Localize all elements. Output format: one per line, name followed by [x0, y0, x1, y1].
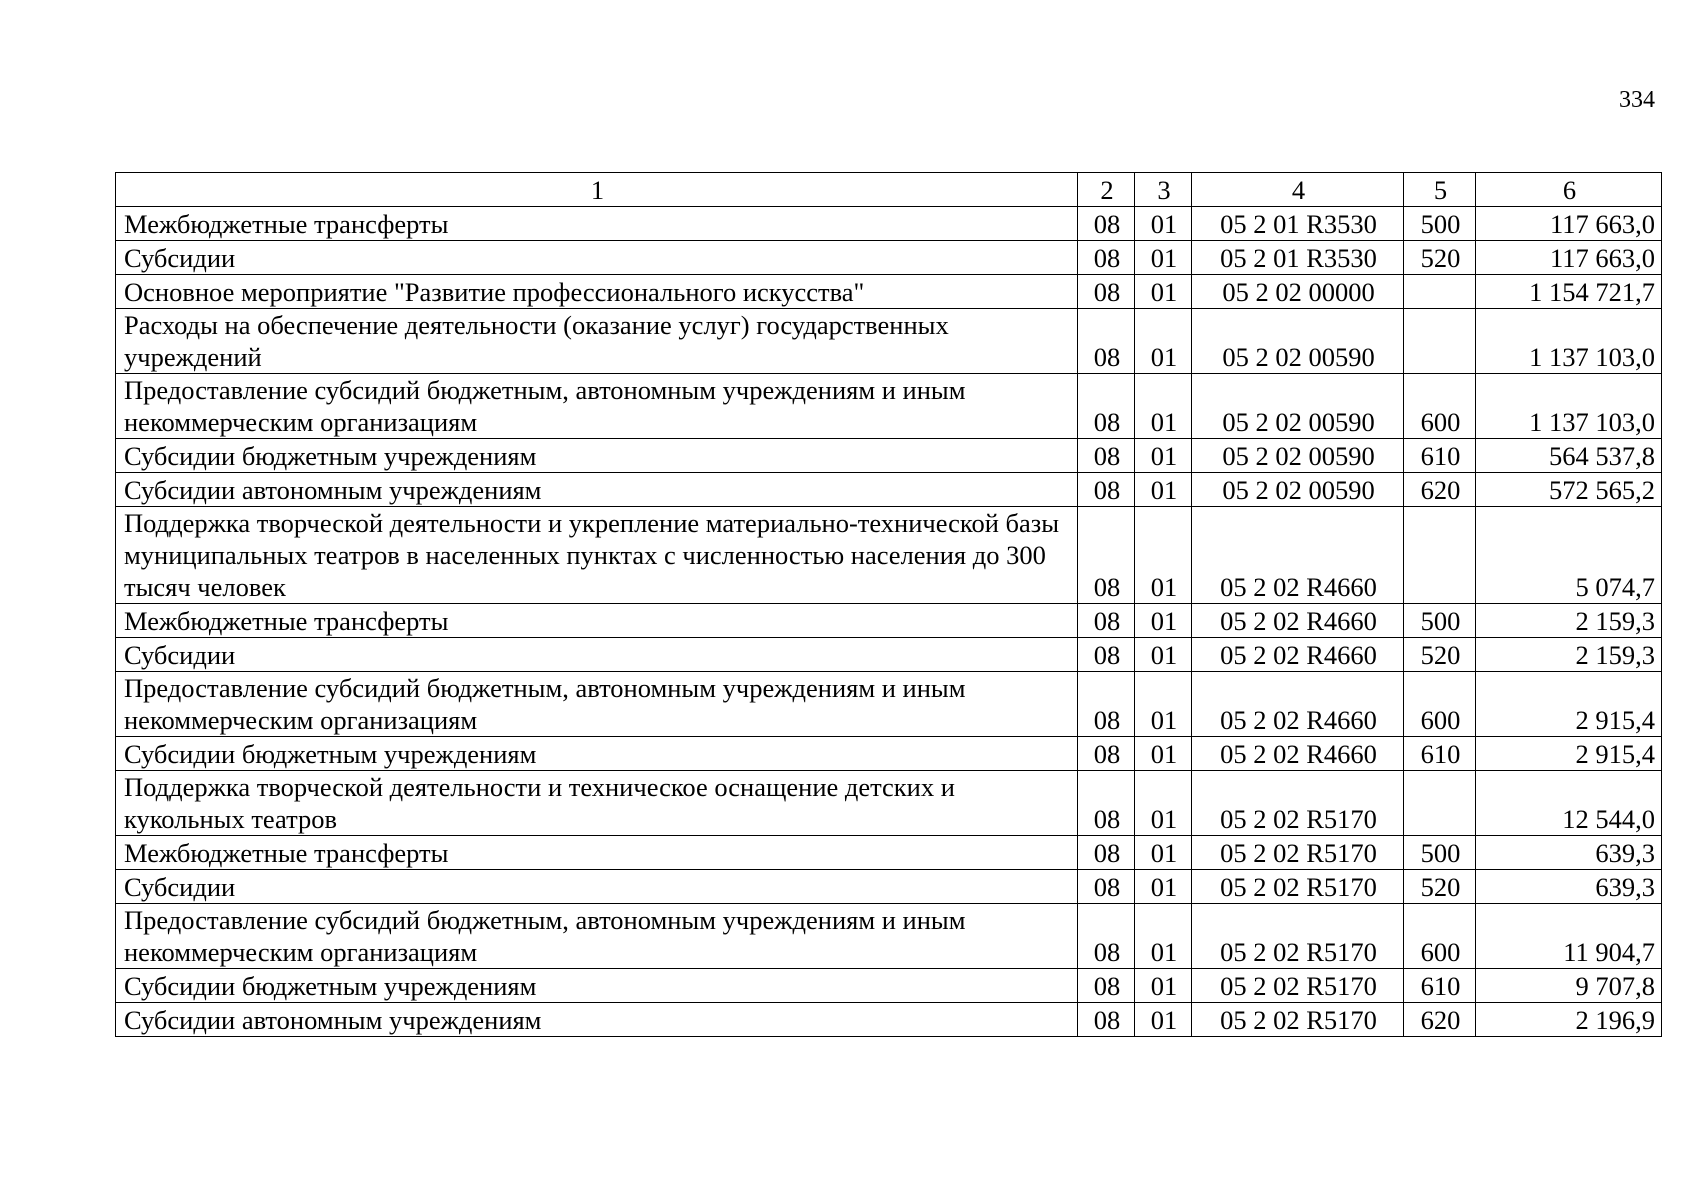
- subsection-cell: 01: [1135, 672, 1192, 737]
- table-row: [116, 870, 1662, 904]
- table-row: [116, 473, 1662, 507]
- subsection-cell: 01: [1135, 309, 1192, 374]
- table-row: [116, 771, 1662, 836]
- expense-type-cell: 500: [1404, 604, 1476, 638]
- subsection-cell: 01: [1135, 507, 1192, 604]
- amount-cell: 639,3: [1476, 836, 1662, 870]
- amount-cell: 572 565,2: [1476, 473, 1662, 507]
- expense-name-cell: Межбюджетные трансферты: [116, 207, 1078, 241]
- section-cell: 08: [1078, 604, 1135, 638]
- table-row: [116, 374, 1662, 439]
- expense-name-cell: Основное мероприятие "Развитие профессионального искусства": [116, 275, 1078, 309]
- expense-name-cell: Субсидии автономным учреждениям: [116, 1003, 1078, 1037]
- section-cell: 08: [1078, 904, 1135, 969]
- amount-cell: 2 196,9: [1476, 1003, 1662, 1037]
- target-code-cell: 05 2 02 00000: [1192, 275, 1404, 309]
- amount-cell: 117 663,0: [1476, 241, 1662, 275]
- subsection-cell: 01: [1135, 374, 1192, 439]
- amount-cell: 9 707,8: [1476, 969, 1662, 1003]
- subsection-cell: 01: [1135, 604, 1192, 638]
- target-code-cell: 05 2 02 R5170: [1192, 836, 1404, 870]
- amount-cell: 1 137 103,0: [1476, 374, 1662, 439]
- target-code-cell: 05 2 02 R4660: [1192, 672, 1404, 737]
- budget-table: [115, 172, 1662, 1037]
- section-cell: 08: [1078, 275, 1135, 309]
- subsection-cell: 01: [1135, 638, 1192, 672]
- expense-name-cell: Поддержка творческой деятельности и техническое оснащение детских и кукольных театров: [116, 771, 1078, 836]
- expense-type-cell: 600: [1404, 374, 1476, 439]
- section-cell: 08: [1078, 771, 1135, 836]
- table-row: [116, 439, 1662, 473]
- table-row: [116, 275, 1662, 309]
- table-row: [116, 672, 1662, 737]
- expense-name-cell: Расходы на обеспечение деятельности (оказание услуг) государственных учреждений: [116, 309, 1078, 374]
- amount-cell: 5 074,7: [1476, 507, 1662, 604]
- page-number: 334: [1619, 87, 1655, 113]
- amount-cell: 1 154 721,7: [1476, 275, 1662, 309]
- target-code-cell: 05 2 02 00590: [1192, 473, 1404, 507]
- subsection-cell: 01: [1135, 241, 1192, 275]
- section-cell: 08: [1078, 507, 1135, 604]
- expense-type-cell: 520: [1404, 638, 1476, 672]
- expense-name-cell: Предоставление субсидий бюджетным, автономным учреждениям и иным некоммерческим организациям: [116, 672, 1078, 737]
- section-cell: 08: [1078, 1003, 1135, 1037]
- section-cell: 08: [1078, 836, 1135, 870]
- section-cell: 08: [1078, 672, 1135, 737]
- table-row: [116, 604, 1662, 638]
- expense-name-cell: Межбюджетные трансферты: [116, 604, 1078, 638]
- column-header: 1: [116, 173, 1078, 207]
- table-row: [116, 836, 1662, 870]
- target-code-cell: 05 2 02 R4660: [1192, 638, 1404, 672]
- section-cell: 08: [1078, 737, 1135, 771]
- subsection-cell: 01: [1135, 207, 1192, 241]
- expense-type-cell: [1404, 275, 1476, 309]
- subsection-cell: 01: [1135, 904, 1192, 969]
- section-cell: 08: [1078, 309, 1135, 374]
- expense-type-cell: 610: [1404, 439, 1476, 473]
- expense-type-cell: 620: [1404, 1003, 1476, 1037]
- amount-cell: 12 544,0: [1476, 771, 1662, 836]
- amount-cell: 1 137 103,0: [1476, 309, 1662, 374]
- target-code-cell: 05 2 01 R3530: [1192, 207, 1404, 241]
- expense-name-cell: Предоставление субсидий бюджетным, автономным учреждениям и иным некоммерческим организациям: [116, 374, 1078, 439]
- amount-cell: 2 159,3: [1476, 638, 1662, 672]
- amount-cell: 639,3: [1476, 870, 1662, 904]
- expense-name-cell: Предоставление субсидий бюджетным, автономным учреждениям и иным некоммерческим организациям: [116, 904, 1078, 969]
- section-cell: 08: [1078, 241, 1135, 275]
- amount-cell: 11 904,7: [1476, 904, 1662, 969]
- expense-type-cell: 500: [1404, 207, 1476, 241]
- amount-cell: 117 663,0: [1476, 207, 1662, 241]
- expense-name-cell: Субсидии автономным учреждениям: [116, 473, 1078, 507]
- expense-name-cell: Субсидии бюджетным учреждениям: [116, 969, 1078, 1003]
- target-code-cell: 05 2 02 00590: [1192, 374, 1404, 439]
- table-row: [116, 1003, 1662, 1037]
- expense-type-cell: 500: [1404, 836, 1476, 870]
- expense-name-cell: Субсидии: [116, 638, 1078, 672]
- subsection-cell: 01: [1135, 1003, 1192, 1037]
- amount-cell: 2 159,3: [1476, 604, 1662, 638]
- expense-type-cell: 620: [1404, 473, 1476, 507]
- target-code-cell: 05 2 02 00590: [1192, 309, 1404, 374]
- expense-name-cell: Субсидии бюджетным учреждениям: [116, 439, 1078, 473]
- table-row: [116, 969, 1662, 1003]
- target-code-cell: 05 2 02 R4660: [1192, 604, 1404, 638]
- target-code-cell: 05 2 02 00590: [1192, 439, 1404, 473]
- column-header: 6: [1476, 173, 1662, 207]
- subsection-cell: 01: [1135, 473, 1192, 507]
- section-cell: 08: [1078, 439, 1135, 473]
- target-code-cell: 05 2 02 R5170: [1192, 904, 1404, 969]
- section-cell: 08: [1078, 638, 1135, 672]
- subsection-cell: 01: [1135, 969, 1192, 1003]
- subsection-cell: 01: [1135, 771, 1192, 836]
- target-code-cell: 05 2 02 R5170: [1192, 870, 1404, 904]
- section-cell: 08: [1078, 374, 1135, 439]
- expense-type-cell: 600: [1404, 904, 1476, 969]
- table-row: [116, 904, 1662, 969]
- section-cell: 08: [1078, 207, 1135, 241]
- target-code-cell: 05 2 02 R4660: [1192, 737, 1404, 771]
- expense-type-cell: 610: [1404, 737, 1476, 771]
- subsection-cell: 01: [1135, 737, 1192, 771]
- expense-type-cell: 600: [1404, 672, 1476, 737]
- expense-type-cell: [1404, 507, 1476, 604]
- expense-type-cell: [1404, 309, 1476, 374]
- amount-cell: 2 915,4: [1476, 737, 1662, 771]
- expense-name-cell: Субсидии: [116, 241, 1078, 275]
- expense-type-cell: 520: [1404, 241, 1476, 275]
- table-row: [116, 207, 1662, 241]
- column-header: 5: [1404, 173, 1476, 207]
- table-row: [116, 638, 1662, 672]
- subsection-cell: 01: [1135, 275, 1192, 309]
- target-code-cell: 05 2 02 R5170: [1192, 1003, 1404, 1037]
- amount-cell: 2 915,4: [1476, 672, 1662, 737]
- table-row: [116, 241, 1662, 275]
- section-cell: 08: [1078, 870, 1135, 904]
- target-code-cell: 05 2 01 R3530: [1192, 241, 1404, 275]
- subsection-cell: 01: [1135, 870, 1192, 904]
- target-code-cell: 05 2 02 R5170: [1192, 771, 1404, 836]
- table-row: [116, 507, 1662, 604]
- section-cell: 08: [1078, 473, 1135, 507]
- subsection-cell: 01: [1135, 836, 1192, 870]
- column-header: 2: [1078, 173, 1135, 207]
- table-header-row: [116, 173, 1662, 207]
- expense-type-cell: 610: [1404, 969, 1476, 1003]
- expense-name-cell: Субсидии: [116, 870, 1078, 904]
- expense-type-cell: [1404, 771, 1476, 836]
- expense-type-cell: 520: [1404, 870, 1476, 904]
- table-row: [116, 737, 1662, 771]
- target-code-cell: 05 2 02 R4660: [1192, 507, 1404, 604]
- table-row: [116, 309, 1662, 374]
- column-header: 4: [1192, 173, 1404, 207]
- expense-name-cell: Межбюджетные трансферты: [116, 836, 1078, 870]
- expense-name-cell: Субсидии бюджетным учреждениям: [116, 737, 1078, 771]
- column-header: 3: [1135, 173, 1192, 207]
- target-code-cell: 05 2 02 R5170: [1192, 969, 1404, 1003]
- section-cell: 08: [1078, 969, 1135, 1003]
- expense-name-cell: Поддержка творческой деятельности и укрепление материально-технической базы муниципальных театров в населенных пунктах с численностью населения до 300 тысяч человек: [116, 507, 1078, 604]
- subsection-cell: 01: [1135, 439, 1192, 473]
- amount-cell: 564 537,8: [1476, 439, 1662, 473]
